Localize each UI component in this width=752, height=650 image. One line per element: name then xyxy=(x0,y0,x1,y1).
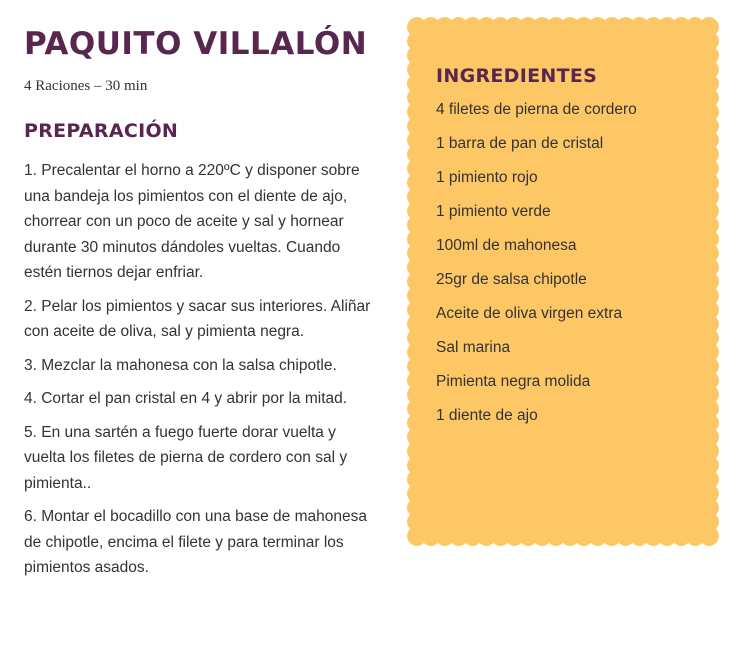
preparation-heading: PREPARACIÓN xyxy=(24,120,179,142)
ingredient-item: 25gr de salsa chipotle xyxy=(436,271,587,288)
recipe-content xyxy=(24,22,376,589)
preparation-steps xyxy=(24,158,376,581)
ingredients-content xyxy=(436,64,706,439)
ingredient-item: 1 diente de ajo xyxy=(436,407,538,424)
recipe-title: PAQUITO VILLALÓN xyxy=(24,26,368,62)
ingredient-item: 100ml de mahonesa xyxy=(436,237,577,254)
servings-time: 4 Raciones – 30 min xyxy=(24,78,148,94)
preparation-step: 6. Montar el bocadillo con una base de mahonesa de chipotle, encima el filete y para terminar los pimientos asados. xyxy=(24,508,367,576)
ingredients-list xyxy=(436,99,706,427)
ingredient-item: 1 barra de pan de cristal xyxy=(436,135,604,152)
ingredient-item: Pimienta negra molida xyxy=(436,373,591,390)
ingredients-card xyxy=(404,14,722,549)
preparation-step: 2. Pelar los pimientos y sacar sus interiores. Aliñar con aceite de oliva, sal y pimienta negra. xyxy=(24,297,371,340)
ingredient-item: 1 pimiento rojo xyxy=(436,169,538,186)
ingredient-item: 1 pimiento verde xyxy=(436,203,551,220)
ingredient-item: Sal marina xyxy=(436,339,511,356)
ingredient-item: 4 filetes de pierna de cordero xyxy=(436,101,637,118)
preparation-step: 1. Precalentar el horno a 220ºC y disponer sobre una bandeja los pimientos con el diente de ajo, chorrear con un poco de aceite y sal y hornear durante 30 minutos dándoles vueltas. Cuando estén tiernos dejar enfriar. xyxy=(24,162,360,281)
preparation-step: 4. Cortar el pan cristal en 4 y abrir por la mitad. xyxy=(24,390,348,407)
ingredient-item: Aceite de oliva virgen extra xyxy=(436,305,623,322)
preparation-step: 5. En una sartén a fuego fuerte dorar vuelta y vuelta los filetes de pierna de cordero con sal y pimienta.. xyxy=(24,423,348,492)
preparation-step: 3. Mezclar la mahonesa con la salsa chipotle. xyxy=(24,356,337,374)
ingredients-heading: INGREDIENTES xyxy=(436,65,598,87)
